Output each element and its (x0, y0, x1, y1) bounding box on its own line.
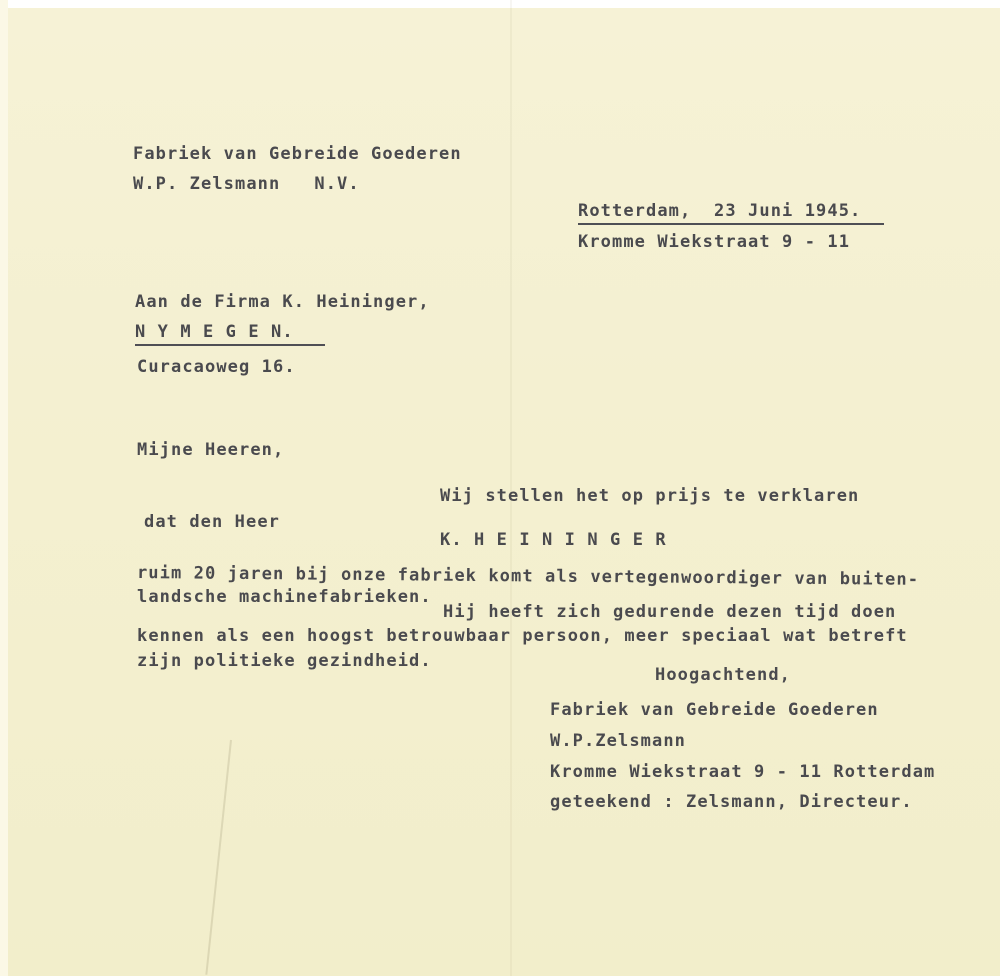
sender-name: W.P. Zelsmann N.V. (133, 174, 360, 194)
closing-signed: geteekend : Zelsmann, Directeur. (550, 792, 913, 812)
closing-company: Fabriek van Gebreide Goederen (550, 700, 879, 720)
body-line-2: dat den Heer (144, 512, 281, 532)
scan-left-edge (0, 0, 8, 976)
body-line-4: landsche machinefabrieken. (137, 587, 432, 607)
body-line-5: Hij heeft zich gedurende dezen tijd doen (443, 602, 897, 622)
closing-address: Kromme Wiekstraat 9 - 11 Rotterdam (550, 762, 936, 782)
body-line-3: ruim 20 jaren bij onze fabriek komt als vertegenwoordiger van buiten- (136, 563, 920, 590)
body-line-7: zijn politieke gezindheid. (137, 651, 432, 671)
salutation: Mijne Heeren, (137, 440, 285, 460)
scan-top-edge (0, 0, 1000, 8)
person-name: K. H E I N I N G E R (440, 530, 667, 550)
paper-crease (205, 740, 232, 975)
recipient-firm: Aan de Firma K. Heininger, (135, 292, 430, 312)
body-line-1: Wij stellen het op prijs te verklaren (440, 486, 860, 506)
closing-name: W.P.Zelsmann (550, 731, 687, 751)
date-street: Kromme Wiekstraat 9 - 11 (578, 232, 851, 252)
closing-greeting: Hoogachtend, (655, 665, 792, 685)
sender-company: Fabriek van Gebreide Goederen (133, 144, 462, 164)
place-date: Rotterdam, 23 Juni 1945. (578, 201, 884, 225)
recipient-street: Curacaoweg 16. (137, 357, 296, 377)
body-line-6: kennen als een hoogst betrouwbaar persoon, meer speciaal wat betreft (137, 626, 908, 646)
recipient-city: N Y M E G E N. (135, 322, 325, 346)
